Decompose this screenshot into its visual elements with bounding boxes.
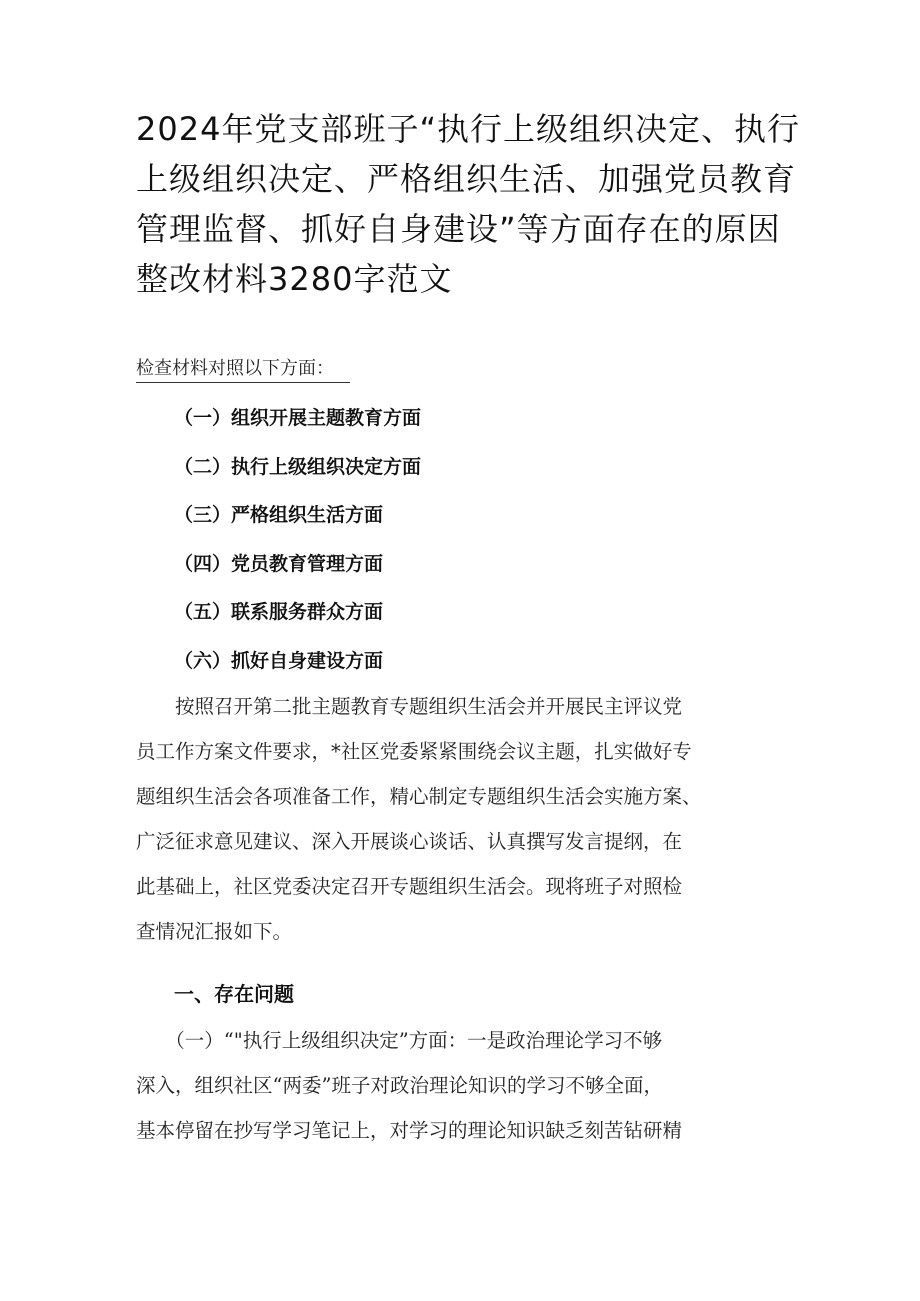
aspect-item: （一）组织开展主题教育方面 (174, 407, 422, 429)
paragraph-line: 基本停留在抄写学习笔记上，对学习的理论知识缺乏刻苦钻研精 (136, 1119, 683, 1142)
paragraph-line: 题组织生活会各项准备工作，精心制定专题组织生活会实施方案、 (136, 785, 702, 808)
title-line: 整改材料3280字范文 (136, 260, 453, 298)
aspect-item: （二）执行上级组织决定方面 (174, 455, 422, 478)
aspect-item: （四）党员教育管理方面 (174, 552, 384, 575)
title-line: 2024年党支部班子“执行上级组织决定、执行 (136, 110, 801, 148)
paragraph-line: 深入，组织社区“两委”班子对政治理论知识的学习不够全面， (136, 1074, 663, 1097)
paragraph-line: （一）“"执行上级组织决定”方面：一是政治理论学习不够 (136, 1029, 663, 1052)
intro-label: 检查材料对照以下方面： (136, 356, 350, 383)
section-heading: 一、存在问题 (174, 982, 294, 1006)
title-line: 管理监督、抓好自身建设”等方面存在的原因 (136, 210, 781, 248)
paragraph-line: 广泛征求意见建议、深入开展谈心谈话、认真撰写发言提纲，在 (136, 830, 683, 853)
aspect-list (174, 400, 421, 691)
aspect-item: （三）严格组织生活方面 (174, 504, 384, 526)
paragraph-line: 按照召开第二批主题教育专题组织生活会并开展民主评议党 (136, 695, 683, 718)
paragraph-line: 此基础上，社区党委决定召开专题组织生活会。现将班子对照检 (136, 875, 683, 898)
problems-paragraph (136, 1018, 796, 1153)
document-title (136, 104, 816, 304)
intro-paragraph (136, 684, 796, 954)
aspect-item: （六）抓好自身建设方面 (174, 649, 384, 672)
aspect-item: （五）联系服务群众方面 (174, 601, 384, 623)
paragraph-line: 查情况汇报如下。 (136, 920, 293, 943)
paragraph-line: 员工作方案文件要求，*社区党委紧紧围绕会议主题，扎实做好专 (136, 740, 692, 763)
title-line: 上级组织决定、严格组织生活、加强党员教育 (136, 160, 797, 198)
